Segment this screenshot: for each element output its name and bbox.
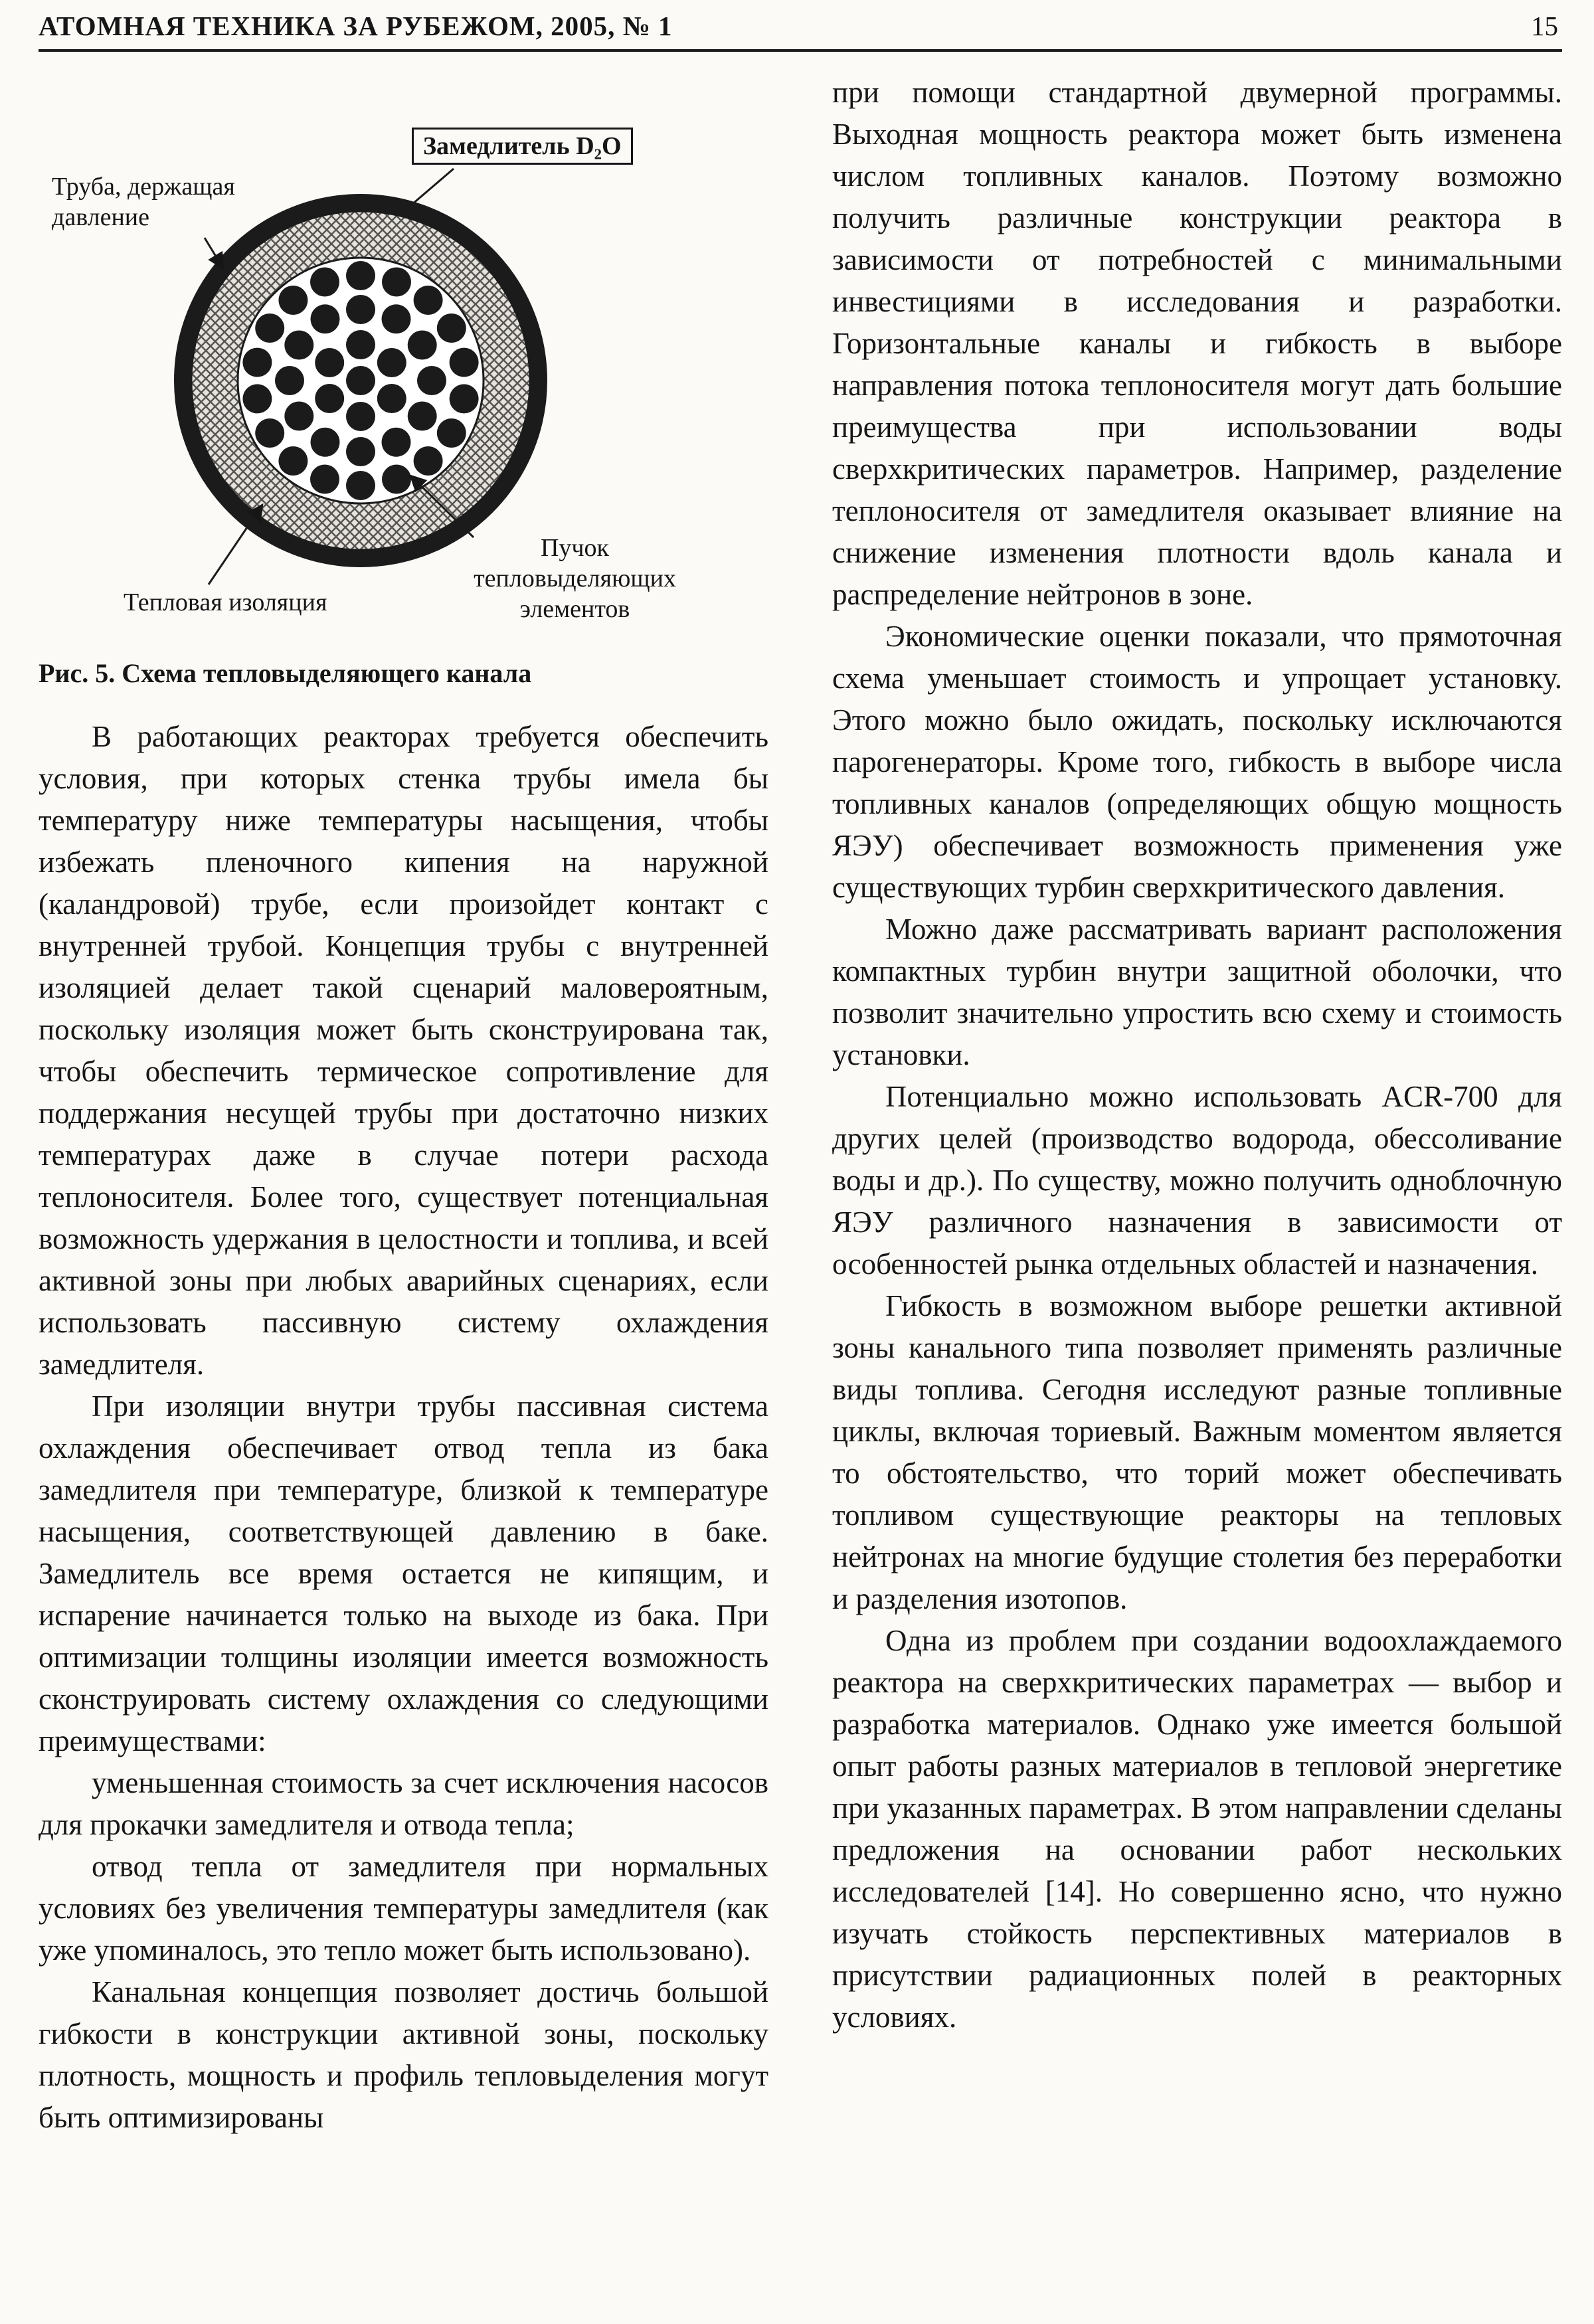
paragraph: Одна из проблем при создании водоохлаждаемого реактора на сверхкритических параметрах — выбор и разработка материалов. Однако уже имеется большой опыт работы разных материалов в тепловой энергетике при указанных параметрах. В этом направлении сделаны предложения на основании работ нескольких исследователей [14]. Но совершенно ясно, что нужно изучать стойкость перспективных материалов в присутствии радиационных полей в реакторных условиях.: [832, 1624, 1562, 2034]
page-header: [39, 7, 1562, 52]
paragraph: Экономические оценки показали, что прямоточная схема уменьшает стоимость и упрощает установку. Этого можно было ожидать, поскольку исключаются парогенераторы. Кроме того, гибкость в выборе числа топливных каналов (определяющих общую мощность ЯЭУ) обеспечивает возможность применения уже существующих турбин сверхкритического давления.: [832, 620, 1562, 904]
pressure-tube-arrow: [205, 238, 223, 268]
insulation-label: Тепловая изоляция: [124, 588, 327, 616]
paragraph: при помощи стандартной двумерной программы. Выходная мощность реактора может быть изменена числом топливных каналов. Поэтому возможно получить различные конструкции реактора в зависимости от потребностей с минимальными инвестициями в исследования и разработки. Горизонтальные каналы и гибкость в выборе направления потока теплоносителя могут дать большие преимущества при использовании воды сверхкритических параметров. Например, разделение теплоносителя от замедлителя оказывает влияние на снижение изменения плотности вдоль канала и распределение нейтронов в зоне.: [832, 76, 1562, 611]
page-body: [39, 52, 1562, 2139]
paragraph: В работающих реакторах требуется обеспечить условия, при которых стенка трубы имела бы температуру ниже температуры насыщения, чтобы избежать пленочного кипения на наружной (каландровой) трубе, если произойдет контакт с внутренней трубой. Концепция трубы с внутренней изоляцией делает такой сценарий маловероятным, поскольку изоляция может быть сконструирована так, чтобы обеспечить термическое сопротивление для поддержания несущей трубы при достаточно низких температурах даже в случае потери расхода теплоносителя. Более того, существует потенциальная возможность удержания в целостности и топлива, и всей активной зоны при любых аварийных сценариях, если использовать пассивную систему охлаждения замедлителя.: [39, 720, 768, 1381]
fuel-bundle-label: Пучок тепловыделяющих элементов: [474, 534, 676, 623]
figure-fuel-channel: [39, 72, 768, 644]
paragraph: отвод тепла от замедлителя при нормальных условиях без увеличения температуры замедлителя (как уже упоминалось, это тепло может быть использовано).: [39, 1850, 768, 1967]
paragraph: Канальная концепция позволяет достичь большой гибкости в конструкции активной зоны, поскольку плотность, мощность и профиль тепловыделения могут быть оптимизированы: [39, 1975, 768, 2134]
paragraph: Гибкость в возможном выборе решетки активной зоны канального типа позволяет применять различные виды топлива. Сегодня исследуют разные топливные циклы, включая ториевый. Важным моментом является то обстоятельство, что торий может обеспечивать топливом существующие реакторы на тепловых нейтронах на многие будущие столетия без переработки и разделения изотопов.: [832, 1289, 1562, 1615]
right-column: [832, 72, 1562, 2139]
pressure-tube-label: Труба, держащая давление: [52, 173, 235, 231]
journal-title: АТОМНАЯ ТЕХНИКА ЗА РУБЕЖОМ, 2005, № 1: [39, 11, 673, 41]
paragraph: уменьшенная стоимость за счет исключения насосов для прокачки замедлителя и отвода тепла;: [39, 1766, 768, 1841]
paragraph: Можно даже рассматривать вариант расположения компактных турбин внутри защитной оболочки, что позволит значительно упростить всю схему и стоимость установки.: [832, 913, 1562, 1071]
moderator-label: Замедлитель D₂O: [412, 128, 633, 165]
figure-caption: Рис. 5. Схема тепловыделяющего канала: [39, 658, 532, 688]
moderator-leader-line: [402, 169, 454, 213]
page-number: 15: [1531, 11, 1558, 41]
paragraph: Потенциально можно использовать ACR-700 для других целей (производство водорода, обессоливание воды и др.). По существу, можно получить одноблочную ЯЭУ различного назначения в зависимости от особенностей рынка отдельных областей и назначения.: [832, 1080, 1562, 1281]
left-column: [39, 72, 768, 2139]
paragraph: При изоляции внутри трубы пассивная система охлаждения обеспечивает отвод тепла из бака замедлителя при температуре, близкой к температуре насыщения, соответствующей давлению в баке. Замедлитель все время остается не кипящим, и испарение начинается только на выходе из бака. При оптимизации толщины изоляции имеется возможность сконструировать систему охлаждения со следующими преимуществами:: [39, 1389, 768, 1757]
